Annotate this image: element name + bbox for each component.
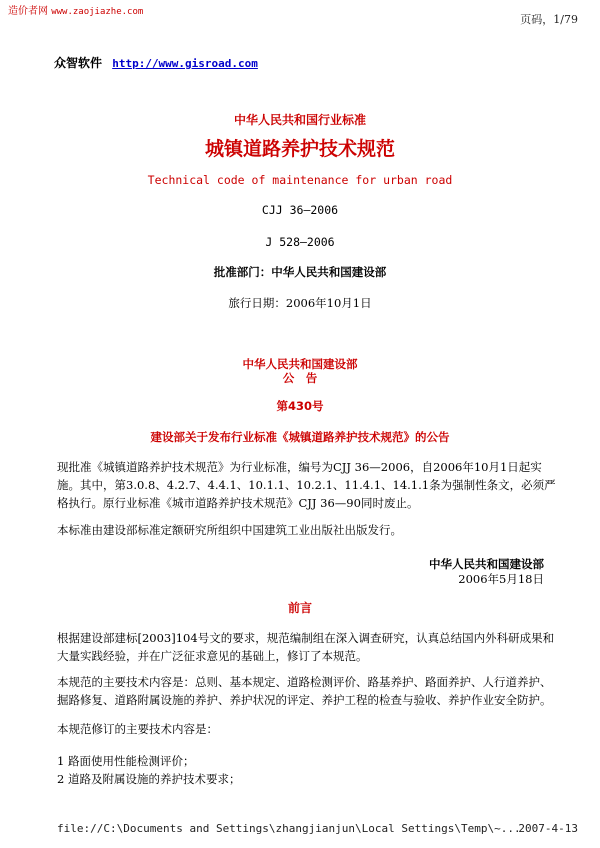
- standard-category: 中华人民共和国行业标准: [233, 113, 366, 127]
- standard-code: CJJ 36—2006: [261, 203, 339, 217]
- publisher-paragraph: 本标准由建设部标准定额研究所组织中国建筑工业出版社出版发行。: [57, 523, 402, 537]
- file-path: file://C:\Documents and Settings\zhangjianjun\Local Settings\Temp\~...: [57, 822, 521, 835]
- effective-date: 旅行日期：2006年10月1日: [228, 296, 372, 310]
- announcement-heading: 建设部关于发布行业标准《城镇道路养护技术规范》的公告: [150, 430, 450, 444]
- page-title: 城镇道路养护技术规范: [204, 138, 395, 160]
- watermark: [8, 2, 143, 17]
- preface-revision-intro: 本规范修订的主要技术内容是：: [57, 722, 218, 736]
- announcement-label: 公 告: [282, 371, 318, 385]
- watermark-name: 造价者网: [8, 6, 48, 17]
- brand-line: [54, 54, 258, 71]
- preface-paragraph: 根据建设部建标[2003]104号文的要求，规范编制组在深入调查研究，认真总结国内外科研成果和大量实践经验，并在广泛征求意见的基础上，修订了本规范。: [57, 631, 555, 663]
- issuer: 中华人民共和国建设部: [242, 357, 358, 371]
- brand-link[interactable]: http://www.gisroad.com: [112, 57, 258, 70]
- list-item: 2 道路及附属设施的养护技术要求；: [57, 772, 241, 786]
- english-title: Technical code of maintenance for urban road: [147, 173, 453, 187]
- print-date: 2007-4-13: [518, 822, 578, 835]
- preface-content-paragraph: 本规范的主要技术内容是：总则、基本规定、道路检测评价、路基养护、路面养护、人行道养护、掘路修复、道路附属设施的养护、养护状况的评定、养护工程的检查与验收、养护作业安全防护。: [57, 675, 552, 707]
- preface-heading: 前言: [287, 601, 312, 615]
- list-item: 1 路面使用性能检测评价；: [57, 754, 195, 768]
- record-code: J 528—2006: [265, 235, 335, 249]
- announcement-paragraph: 现批准《城镇道路养护技术规范》为行业标准，编号为CJJ 36—2006，自2006年10月1日起实施。其中，第3.0.8、4.2.7、4.4.1、10.1.1、10.2.1、11.4.1、14.1.1条为强制性条文，必须严格执行。原行业标准《城市道路养护技术规范》CJJ 36—90同时废止。: [57, 460, 556, 510]
- page-number: 页码，1/79: [520, 13, 578, 26]
- brand-name: 众智软件: [54, 56, 103, 70]
- approval-dept: 批准部门：中华人民共和国建设部: [213, 265, 387, 279]
- watermark-url[interactable]: www.zaojiazhe.com: [51, 7, 144, 17]
- signer: 中华人民共和国建设部: [429, 557, 544, 571]
- announcement-number: 第430号: [276, 399, 324, 413]
- signing-date: 2006年5月18日: [458, 572, 544, 586]
